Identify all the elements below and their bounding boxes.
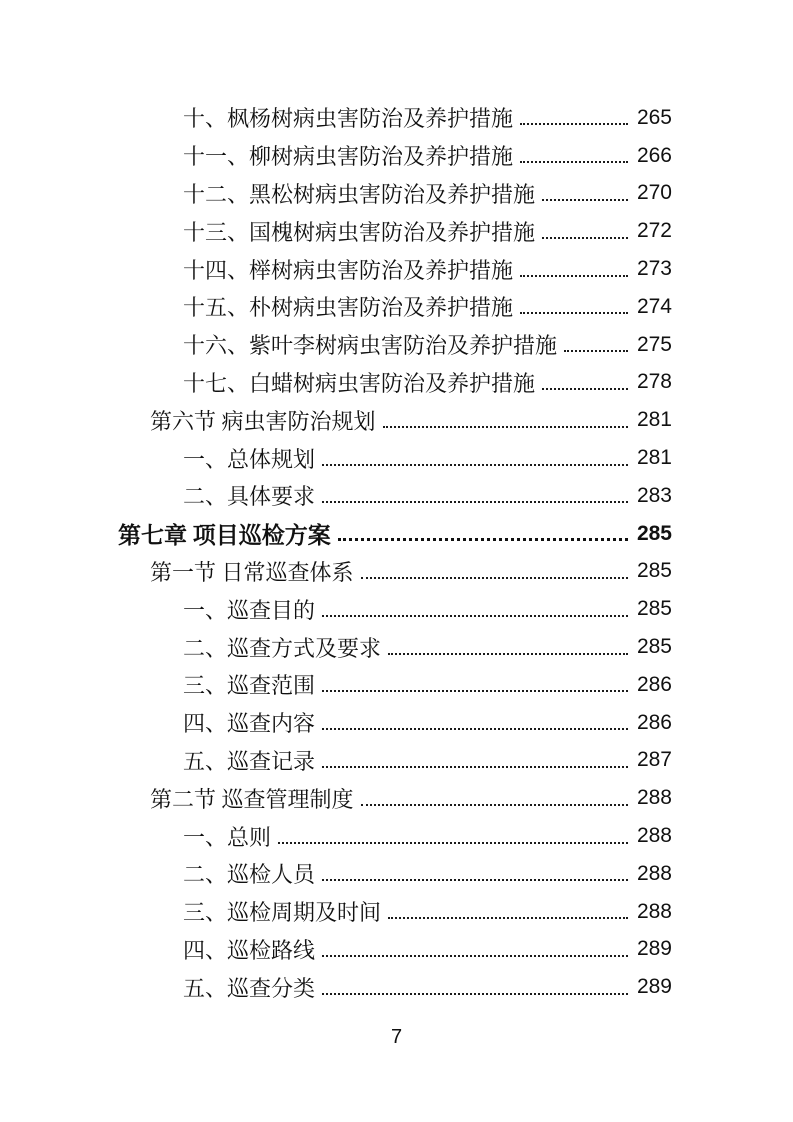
toc-entry-page: 288: [636, 899, 672, 923]
toc-entry-page: 286: [636, 710, 672, 734]
toc-entry[interactable]: [0, 401, 672, 439]
toc-entry-page: 288: [636, 786, 672, 810]
toc-entry-page: 275: [636, 332, 672, 356]
toc-entry-page: 270: [636, 181, 672, 205]
toc-entry-label: 十六、紫叶李树病虫害防治及养护措施: [183, 333, 558, 359]
toc-entry[interactable]: [0, 288, 672, 326]
dot-leader: [322, 866, 628, 881]
toc-entry-label: 十三、国槐树病虫害防治及养护措施: [183, 219, 536, 245]
toc-entry-label: 二、巡查方式及要求: [183, 635, 382, 661]
toc-entry-label: 四、巡查内容: [183, 711, 316, 737]
dot-leader: [322, 942, 628, 957]
toc-entry-page: 287: [636, 748, 672, 772]
toc-entry-page: 274: [636, 294, 672, 318]
dot-leader: [388, 640, 628, 655]
toc-entry-page: 286: [636, 672, 672, 696]
toc-entry[interactable]: [0, 175, 672, 213]
toc-entry[interactable]: [0, 439, 672, 477]
toc-entry[interactable]: [0, 477, 672, 515]
toc-entry[interactable]: [0, 817, 672, 855]
toc-entry-page: 272: [636, 219, 672, 243]
toc-entry-page: 265: [636, 105, 672, 129]
page-footer: [0, 1026, 793, 1049]
toc-entry[interactable]: [0, 893, 672, 931]
toc-entry-page: 281: [636, 408, 672, 432]
dot-leader: [322, 602, 628, 617]
dot-leader: [322, 488, 628, 503]
toc-entry-label: 三、巡查范围: [183, 673, 316, 699]
toc-entry-page: 289: [636, 937, 672, 961]
toc-entry-label: 十二、黑松树病虫害防治及养护措施: [183, 181, 536, 207]
toc-entry[interactable]: [0, 628, 672, 666]
toc-entry[interactable]: [0, 855, 672, 893]
toc-entry-label: 二、巡检人员: [183, 862, 316, 888]
dot-leader: [520, 299, 628, 314]
dot-leader: [542, 224, 628, 239]
toc-entry[interactable]: [0, 99, 672, 137]
dot-leader: [520, 148, 628, 163]
toc-entry-label: 三、巡检周期及时间: [183, 900, 382, 926]
toc-entry[interactable]: [0, 779, 672, 817]
toc-entry-page: 288: [636, 861, 672, 885]
toc-entry[interactable]: [0, 968, 672, 1006]
toc-entry-page: 285: [636, 559, 672, 583]
dot-leader: [322, 451, 628, 466]
toc-entry[interactable]: [0, 590, 672, 628]
toc-entry-page: 281: [636, 446, 672, 470]
toc-entry[interactable]: [0, 742, 672, 780]
toc-entry-label: 二、具体要求: [183, 484, 316, 510]
dot-leader: [564, 337, 628, 352]
toc-entry-label: 十、枫杨树病虫害防治及养护措施: [183, 106, 514, 132]
toc-entry[interactable]: [0, 704, 672, 742]
dot-leader: [278, 829, 628, 844]
toc-entry[interactable]: [0, 212, 672, 250]
toc-entry-label: 第七章 项目巡检方案: [118, 523, 331, 549]
toc-entry-page: 283: [636, 483, 672, 507]
toc-entry-label: 十五、朴树病虫害防治及养护措施: [183, 295, 514, 321]
dot-leader: [361, 791, 628, 806]
dot-leader: [322, 715, 628, 730]
toc-entry-page: 266: [636, 143, 672, 167]
toc-entry-page: 288: [636, 824, 672, 848]
dot-leader: [520, 262, 628, 277]
dot-leader: [520, 110, 628, 125]
dot-leader: [322, 677, 628, 692]
toc-entry-label: 十四、榉树病虫害防治及养护措施: [183, 257, 514, 283]
toc-list: [0, 99, 672, 1006]
toc-entry-page: 273: [636, 257, 672, 281]
dot-leader: [542, 375, 628, 390]
toc-entry[interactable]: [0, 326, 672, 364]
dot-leader: [338, 526, 628, 541]
toc-entry-label: 第六节 病虫害防治规划: [150, 408, 376, 434]
toc-entry-label: 一、巡查目的: [183, 597, 316, 623]
toc-entry[interactable]: [0, 553, 672, 591]
dot-leader: [383, 413, 628, 428]
toc-entry[interactable]: [0, 666, 672, 704]
toc-entry-label: 第二节 巡查管理制度: [150, 786, 354, 812]
dot-leader: [322, 753, 628, 768]
toc-entry[interactable]: [0, 931, 672, 969]
toc-entry[interactable]: [0, 250, 672, 288]
toc-entry[interactable]: [0, 137, 672, 175]
toc-entry-page: 285: [636, 597, 672, 621]
toc-entry-page: 285: [636, 521, 672, 545]
dot-leader: [388, 904, 628, 919]
toc-entry-label: 五、巡查记录: [183, 748, 316, 774]
toc-entry-label: 第一节 日常巡查体系: [150, 559, 354, 585]
dot-leader: [542, 186, 628, 201]
toc-entry[interactable]: [0, 364, 672, 402]
toc-entry-label: 十一、柳树病虫害防治及养护措施: [183, 144, 514, 170]
toc-entry-page: 278: [636, 370, 672, 394]
dot-leader: [322, 980, 628, 995]
toc-entry-page: 285: [636, 635, 672, 659]
dot-leader: [361, 564, 628, 579]
toc-entry-label: 十七、白蜡树病虫害防治及养护措施: [183, 370, 536, 396]
toc-entry-label: 一、总则: [183, 824, 272, 850]
toc-entry-page: 289: [636, 975, 672, 999]
toc-entry-label: 四、巡检路线: [183, 937, 316, 963]
page-number: 7: [390, 1026, 403, 1048]
toc-entry[interactable]: [0, 515, 672, 553]
toc-entry-label: 一、总体规划: [183, 446, 316, 472]
toc-entry-label: 五、巡查分类: [183, 975, 316, 1001]
